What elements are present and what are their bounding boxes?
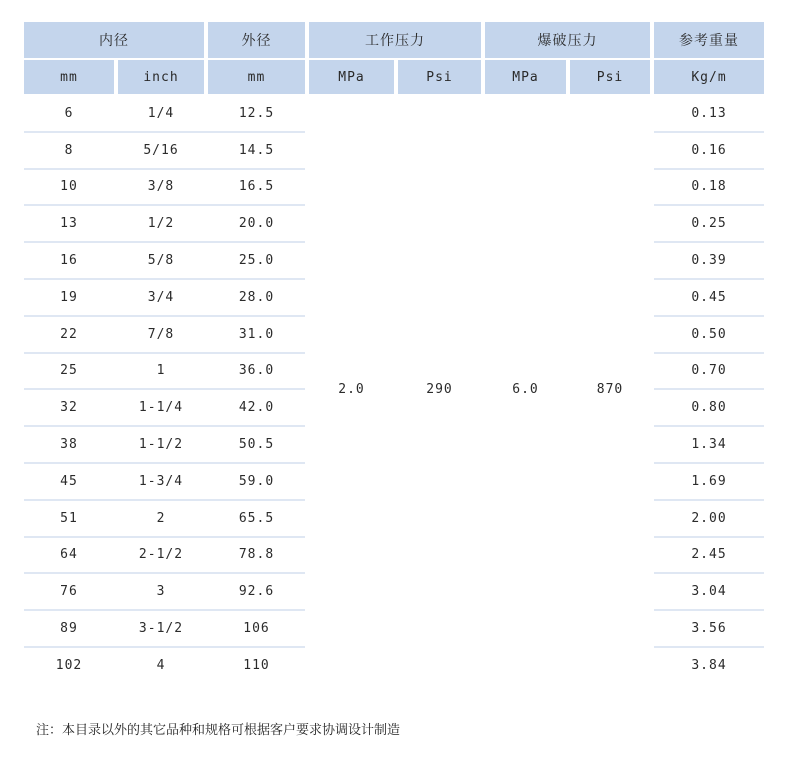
- cell-weight: 0.13: [691, 105, 727, 121]
- cell-inner-mm: 102: [55, 657, 83, 673]
- cell-weight: 0.16: [691, 142, 727, 158]
- cell-inner-inch: 1/4: [147, 105, 175, 121]
- cell-inner-inch: 5/16: [143, 142, 179, 158]
- cell-inner-inch: 2-1/2: [138, 547, 184, 563]
- cell-outer-mm: 14.5: [238, 142, 275, 158]
- cell-outer-mm: 50.5: [238, 437, 275, 453]
- cell-inner-mm: 76: [60, 584, 78, 600]
- cell-inner-inch: 3-1/2: [138, 621, 184, 637]
- subheader-inner-mm: mm: [24, 60, 114, 94]
- cell-outer-mm: 12.5: [238, 105, 275, 121]
- subheader-inner-inch: inch: [118, 60, 204, 94]
- cell-inner-mm: 13: [60, 216, 78, 232]
- subheader-bp-psi: Psi: [570, 60, 650, 94]
- cell-inner-mm: 89: [60, 621, 78, 637]
- working-pressure-psi: 290: [426, 381, 453, 397]
- cell-inner-mm: 16: [60, 253, 78, 269]
- subheader-outer-mm: mm: [208, 60, 305, 94]
- cell-outer-mm: 20.0: [238, 216, 275, 232]
- cell-weight: 0.50: [691, 326, 727, 342]
- cell-inner-mm: 25: [60, 363, 78, 379]
- cell-inner-inch: 1-3/4: [138, 473, 184, 489]
- cell-inner-mm: 19: [60, 289, 78, 305]
- header-inner-diameter: 内径: [24, 22, 204, 58]
- cell-inner-mm: 45: [60, 473, 78, 489]
- cell-weight: 3.04: [691, 584, 727, 600]
- cell-outer-mm: 42.0: [238, 400, 275, 416]
- cell-outer-mm: 110: [243, 657, 270, 673]
- cell-outer-mm: 65.5: [238, 510, 275, 526]
- subheader-wp-mpa: MPa: [309, 60, 394, 94]
- cell-inner-inch: 1-1/2: [138, 437, 184, 453]
- burst-pressure-psi: 870: [596, 381, 624, 397]
- cell-inner-inch: 1: [156, 363, 166, 379]
- subheader-weight-unit: Kg/m: [654, 60, 764, 94]
- header-ref-weight: 参考重量: [654, 22, 764, 58]
- cell-outer-mm: 106: [243, 621, 270, 637]
- cell-inner-inch: 5/8: [147, 253, 175, 269]
- cell-inner-mm: 6: [64, 105, 74, 121]
- header-working-pressure: 工作压力: [309, 22, 481, 58]
- cell-outer-mm: 59.0: [238, 473, 275, 489]
- cell-inner-inch: 1-1/4: [138, 400, 184, 416]
- cell-weight: 0.18: [691, 179, 727, 195]
- cell-inner-inch: 2: [156, 510, 166, 526]
- cell-inner-inch: 3/8: [147, 179, 175, 195]
- cell-inner-mm: 32: [60, 400, 78, 416]
- cell-weight: 1.69: [691, 473, 727, 489]
- cell-outer-mm: 92.6: [238, 584, 275, 600]
- header-outer-diameter: 外径: [208, 22, 305, 58]
- cell-outer-mm: 36.0: [238, 363, 275, 379]
- cell-inner-mm: 22: [60, 326, 78, 342]
- cell-inner-inch: 3/4: [147, 289, 175, 305]
- cell-inner-mm: 64: [60, 547, 78, 563]
- cell-inner-mm: 38: [60, 437, 78, 453]
- cell-outer-mm: 16.5: [238, 179, 275, 195]
- cell-outer-mm: 78.8: [238, 547, 275, 563]
- cell-outer-mm: 31.0: [238, 326, 275, 342]
- cell-outer-mm: 25.0: [238, 253, 275, 269]
- subheader-bp-mpa: MPa: [485, 60, 566, 94]
- cell-inner-inch: 7/8: [147, 326, 175, 342]
- cell-inner-inch: 3: [156, 584, 166, 600]
- cell-inner-inch: 4: [156, 657, 166, 673]
- subheader-wp-psi: Psi: [398, 60, 481, 94]
- cell-weight: 0.80: [691, 400, 727, 416]
- footnote: 注：本目录以外的其它品种和规格可根据客户要求协调设计制造: [36, 723, 401, 738]
- cell-weight: 2.45: [691, 547, 727, 563]
- cell-inner-mm: 10: [60, 179, 78, 195]
- cell-weight: 1.34: [691, 437, 727, 453]
- cell-weight: 0.45: [691, 289, 727, 305]
- cell-weight: 3.56: [691, 621, 727, 637]
- cell-inner-mm: 51: [60, 510, 78, 526]
- cell-weight: 2.00: [691, 510, 727, 526]
- cell-inner-mm: 8: [64, 142, 74, 158]
- working-pressure-mpa: 2.0: [338, 381, 365, 397]
- header-burst-pressure: 爆破压力: [485, 22, 650, 58]
- cell-outer-mm: 28.0: [238, 289, 275, 305]
- cell-weight: 0.25: [691, 216, 727, 232]
- cell-weight: 0.70: [691, 363, 727, 379]
- cell-inner-inch: 1/2: [147, 216, 175, 232]
- cell-weight: 0.39: [691, 253, 727, 269]
- cell-weight: 3.84: [691, 657, 727, 673]
- burst-pressure-mpa: 6.0: [512, 381, 539, 397]
